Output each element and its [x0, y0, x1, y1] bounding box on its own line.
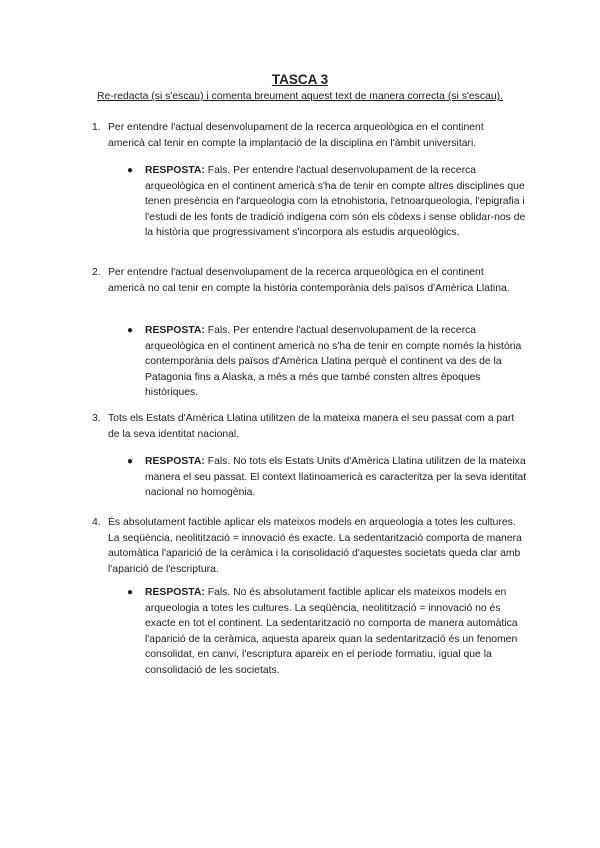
answer-label: RESPOSTA: — [145, 587, 205, 598]
answer-body: Fals. Per entendre l'actual desenvolupament de la recerca arqueològica en el continent americà s'ha de tenir en compte altres disciplines que tenen presència en l'arqueologia com la etnohistoria, l'etnoarqueologia, l'epigrafia i l'estudi de les fonts de tradició indígena com són els còdexs i sense oblidar-nos de la història que progressivament s'incorpora als estudis arqueològics. — [145, 165, 526, 239]
answer-body: Fals. Per entendre l'actual desenvolupament de la recerca arqueològica en el continent americà no s'ha de tenir en compte només la història contemporània dels països d'Amèrica Llatina perquè el continent va des de la Patagonia fins a Alaska, a més a més que també consten altres èpoques històriques. — [145, 325, 522, 399]
answer-text — [145, 585, 527, 679]
bullet-icon: ● — [127, 165, 134, 176]
question-number: 1. — [92, 122, 101, 133]
answer-body: Fals. No tots els Estats Units d'Amèrica Llatina utilitzen de la mateixa manera el seu passat. El context llatinoamericà es caracteritza per la seva identitat nacional no homogènia. — [145, 456, 527, 499]
answer-label: RESPOSTA: — [145, 325, 205, 336]
answer-1 — [127, 163, 527, 241]
bullet-icon: ● — [127, 325, 134, 336]
answer-label: RESPOSTA: — [145, 165, 205, 176]
question-number: 2. — [92, 267, 101, 278]
answer-2 — [127, 323, 527, 401]
question-text: Tots els Estats d'Amèrica Llatina utilitzen de la mateixa manera el seu passat com a part de la seva identitat nacional. — [108, 413, 515, 440]
answer-text — [145, 323, 527, 401]
question-2 — [92, 265, 522, 296]
question-number: 4. — [92, 517, 101, 528]
bullet-icon: ● — [127, 587, 134, 598]
page-subtitle: Re-redacta (si s'escau) i comenta breument aquest text de manera correcta (si s'escau). — [97, 91, 503, 102]
answer-body: Fals. No és absolutament factible aplicar els mateixos models en arqueologia a totes les cultures. La seqüència, neolitització = innovació no és exacte en tot el continent. La sedentarització no comporta de manera automàtica l'aparició de la ceràmica, aquesta apareix quan la sedentarització és un fenomen consolidat, en canvi, l'escriptura apareix en el període formatiu, igual que la consolidació de les societats. — [145, 587, 518, 676]
bullet-icon: ● — [127, 456, 134, 467]
question-text: Per entendre l'actual desenvolupament de la recerca arqueològica en el continent americà cal tenir en compte la implantació de la disciplina en l'àmbit universitari. — [108, 122, 484, 149]
question-text: És absolutament factible aplicar els mateixos models en arqueologia a totes les cultures. La seqüència, neolitització = innovació és exacte. La sedentarització comporta de manera automàtica l'aparició de la ceràmica i la consolidació d'aquestes societats queda clar amb l'aparició de l'escriptura. — [108, 517, 522, 575]
answer-4 — [127, 585, 527, 679]
question-1 — [92, 120, 522, 151]
answer-label: RESPOSTA: — [145, 456, 205, 467]
page-title: TASCA 3 — [271, 72, 329, 87]
answer-text — [145, 454, 527, 501]
question-3 — [92, 411, 522, 442]
question-text: Per entendre l'actual desenvolupament de la recerca arqueològica en el continent americà no cal tenir en compte la història contemporània dels països d'Amèrica Llatina. — [108, 267, 510, 294]
answer-text — [145, 163, 527, 241]
question-4 — [92, 515, 522, 577]
answer-3 — [127, 454, 527, 501]
question-number: 3. — [92, 413, 101, 424]
